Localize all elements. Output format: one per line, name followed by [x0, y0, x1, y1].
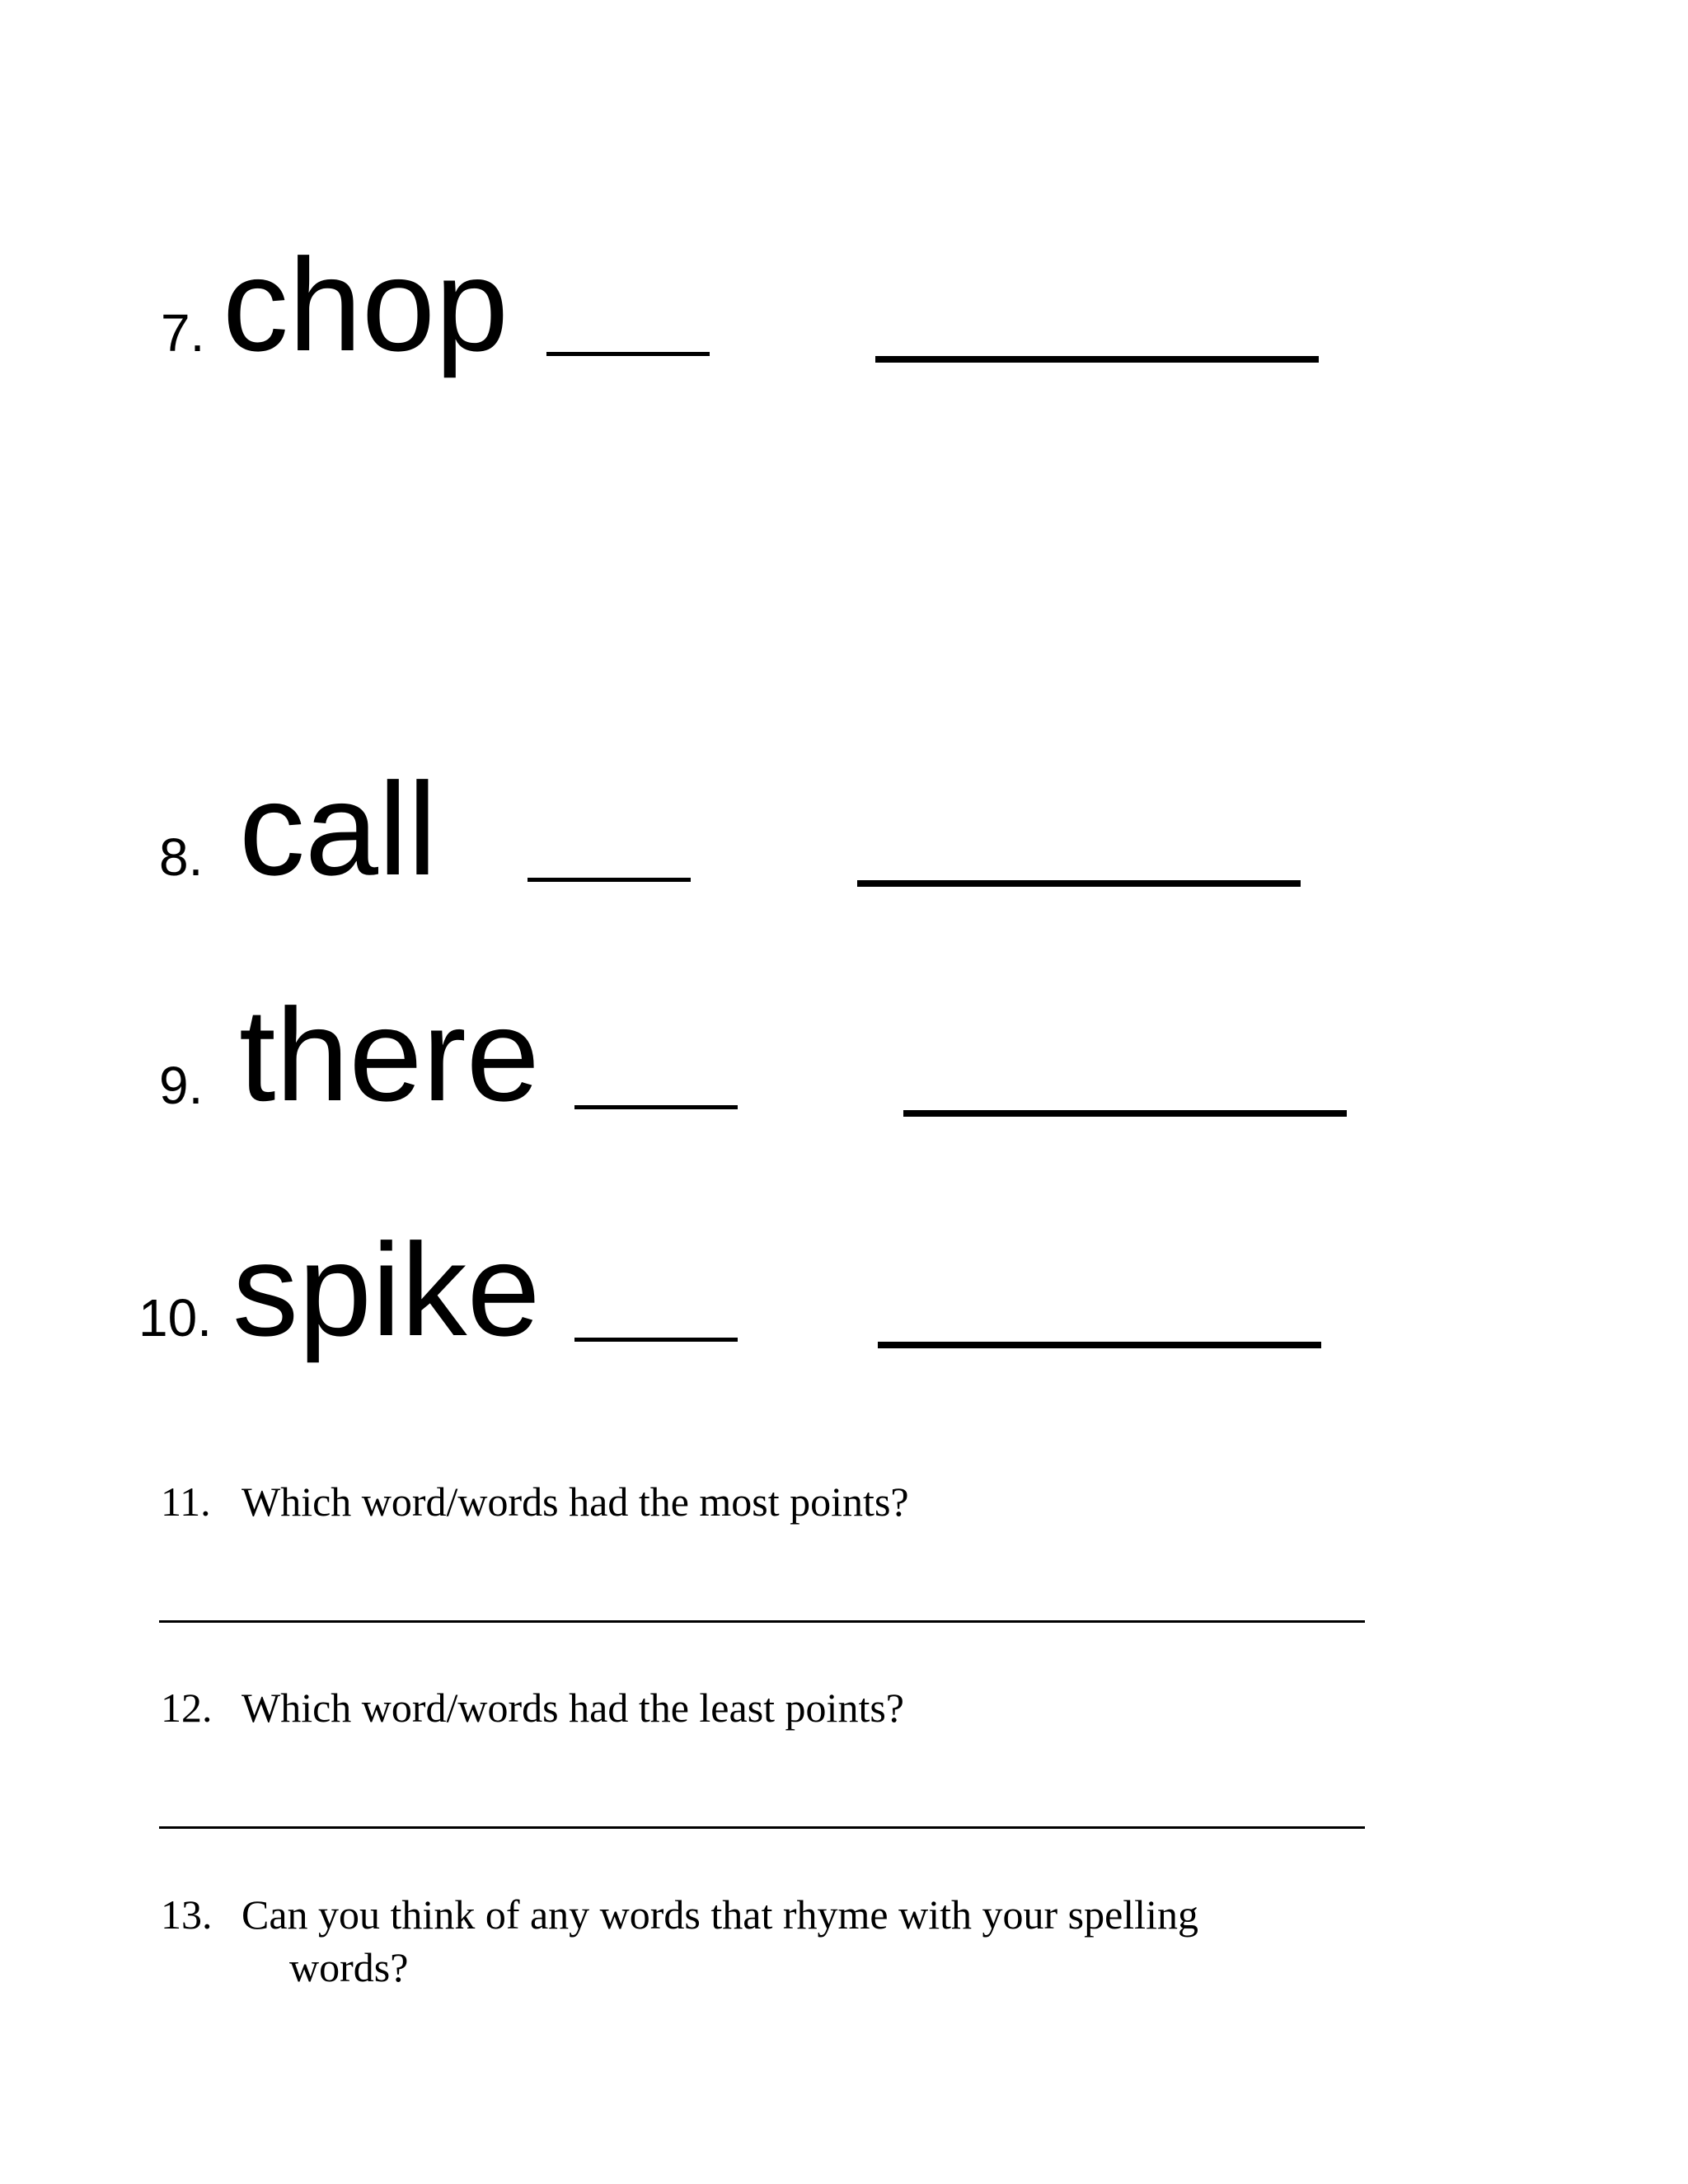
item-10-word: spike	[232, 1216, 541, 1363]
question-12-text: Which word/words had the least points?	[241, 1685, 904, 1731]
item-7-long-blank[interactable]	[875, 356, 1319, 363]
item-8-number: 8.	[159, 827, 204, 887]
item-7-short-blank[interactable]	[546, 352, 710, 356]
question-13-text: Can you think of any words that rhyme with your spelling	[241, 1891, 1198, 1938]
item-9-word: there	[239, 981, 540, 1128]
item-9-short-blank[interactable]	[574, 1105, 738, 1109]
question-12-number: 12.	[161, 1685, 213, 1731]
item-8-word: call	[239, 755, 438, 902]
item-9-number: 9.	[159, 1056, 204, 1115]
question-11-answer-line[interactable]	[159, 1620, 1365, 1623]
item-8-long-blank[interactable]	[857, 880, 1301, 887]
item-7-word: chop	[223, 231, 509, 378]
item-8-short-blank[interactable]	[528, 878, 691, 882]
question-13-number: 13.	[161, 1891, 213, 1938]
question-11-text: Which word/words had the most points?	[241, 1479, 909, 1525]
item-10-long-blank[interactable]	[878, 1342, 1321, 1348]
item-10-number: 10.	[138, 1288, 212, 1347]
item-10-short-blank[interactable]	[574, 1338, 738, 1342]
item-9-long-blank[interactable]	[903, 1110, 1347, 1117]
item-7-number: 7.	[161, 303, 205, 363]
question-12-answer-line[interactable]	[159, 1826, 1365, 1829]
question-13-continuation: words?	[289, 1944, 409, 1990]
question-11-number: 11.	[161, 1479, 211, 1525]
